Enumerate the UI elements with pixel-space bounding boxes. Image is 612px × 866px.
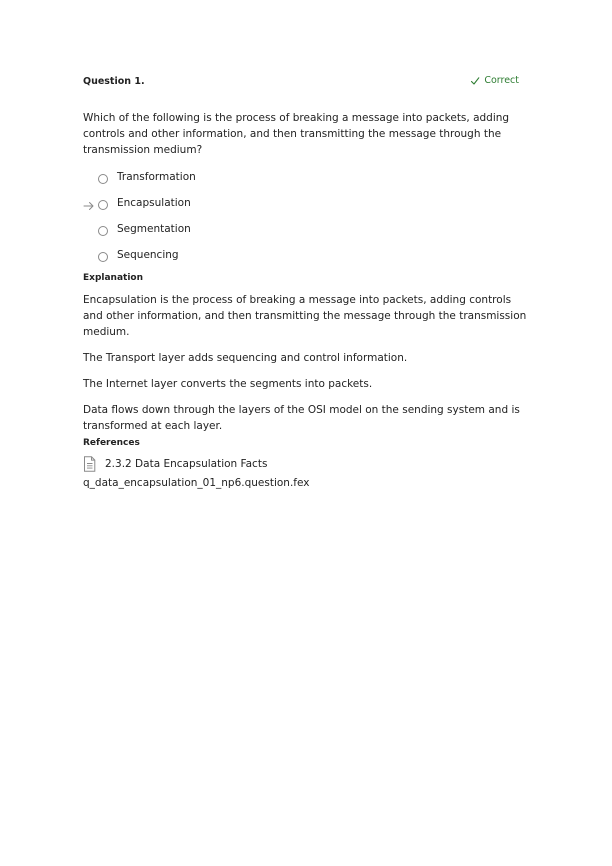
- references-heading: References: [83, 438, 140, 448]
- option-label: Sequencing: [117, 249, 179, 261]
- option-encapsulation[interactable]: [83, 193, 383, 219]
- status-label: Correct: [484, 75, 519, 86]
- explanation-heading: Explanation: [83, 273, 144, 283]
- checkmark-icon: [470, 76, 480, 86]
- option-label: Transformation: [117, 171, 196, 183]
- option-sequencing[interactable]: [83, 245, 383, 271]
- arrow-right-icon: [83, 201, 95, 211]
- option-segmentation[interactable]: [83, 219, 383, 245]
- option-transformation[interactable]: [83, 167, 383, 193]
- radio-button[interactable]: [98, 252, 108, 262]
- question-number: Question 1.: [83, 76, 145, 87]
- option-label: Segmentation: [117, 223, 191, 235]
- explanation-paragraph: The Transport layer adds sequencing and control information.: [83, 352, 408, 364]
- reference-link[interactable]: [83, 456, 267, 472]
- explanation-paragraph: Data flows down through the layers of the OSI model on the sending system and is transformed at each layer.: [83, 404, 520, 432]
- reference-label: 2.3.2 Data Encapsulation Facts: [105, 458, 268, 470]
- explanation-paragraph: The Internet layer converts the segments into packets.: [83, 378, 373, 390]
- document-icon: [83, 456, 96, 472]
- status-badge: [470, 75, 519, 86]
- explanation-body: [83, 292, 533, 444]
- radio-button[interactable]: [98, 174, 108, 184]
- radio-button[interactable]: [98, 226, 108, 236]
- explanation-paragraph: Encapsulation is the process of breaking a message into packets, adding controls and other information, and then transmitting the message through the transmission medium.: [83, 294, 527, 338]
- question-file-id: q_data_encapsulation_01_np6.question.fex: [83, 477, 310, 489]
- answer-options: [83, 167, 383, 271]
- question-text: Which of the following is the process of breaking a message into packets, adding controls and other information, and then transmitting the message through the transmission medium?: [83, 112, 510, 156]
- option-label: Encapsulation: [117, 197, 191, 209]
- radio-button[interactable]: [98, 200, 108, 210]
- question-header: [83, 75, 519, 91]
